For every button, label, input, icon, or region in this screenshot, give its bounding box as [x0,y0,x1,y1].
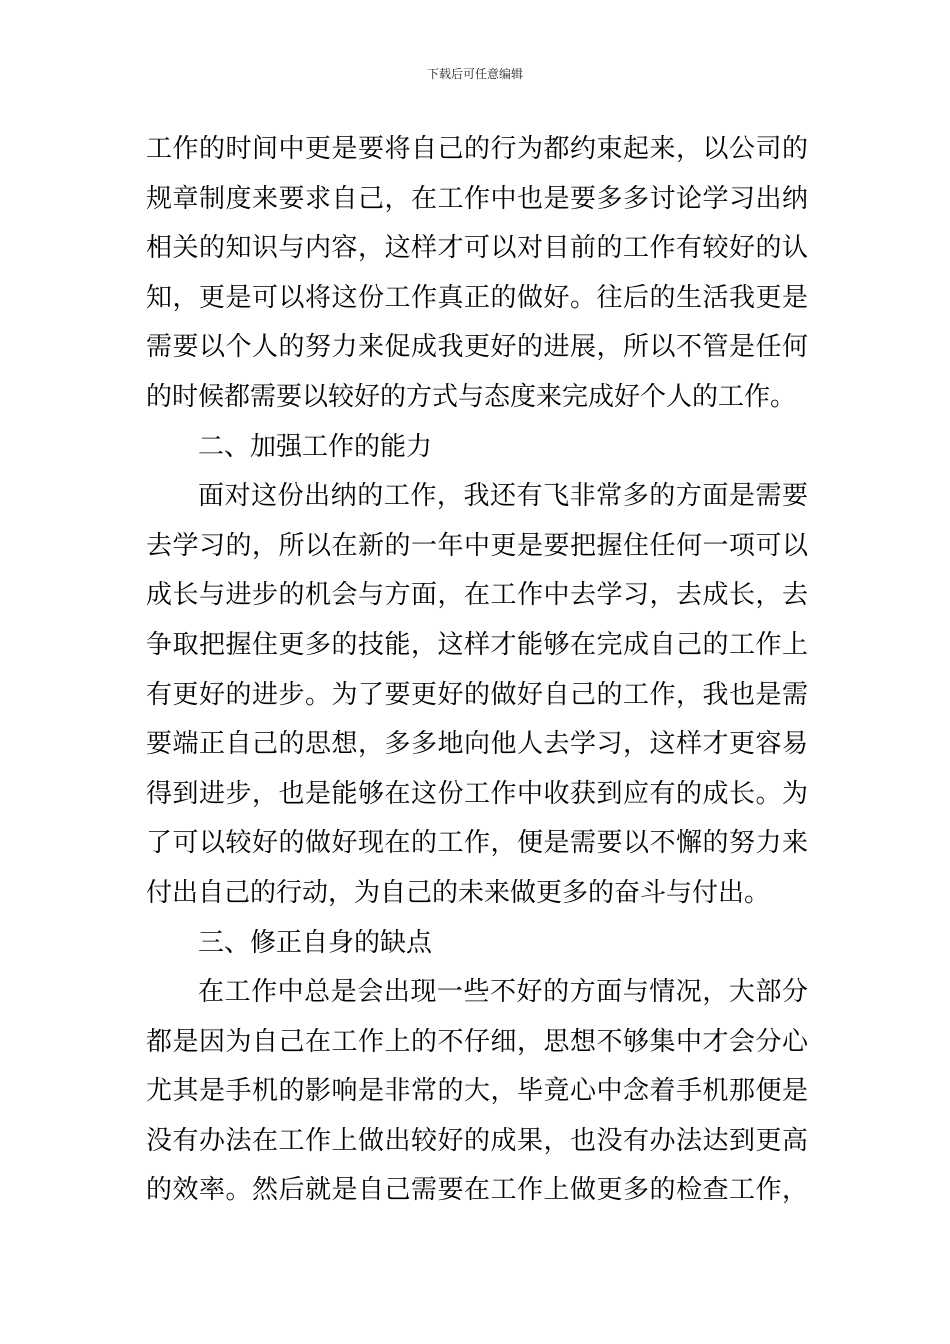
page-header: 下载后可任意编辑 [426,67,523,81]
section-heading: 二、加强工作的能力 [198,431,433,462]
paragraph-line: 的效率。然后就是自己需要在工作上做更多的检查工作， [146,1175,808,1206]
paragraph-line: 面对这份出纳的工作，我还有飞非常多的方面是需要 [198,481,808,512]
paragraph-line: 付出自己的行动，为自己的未来做更多的奋斗与付出。 [146,877,771,908]
paragraph-line: 有更好的进步。为了要更好的做好自己的工作，我也是需 [146,679,808,710]
paragraph-line: 工作的时间中更是要将自己的行为都约束起来，以公司的 [146,134,808,164]
paragraph-line: 没有办法在工作上做出较好的成果，也没有办法达到更高 [146,1125,808,1156]
paragraph-line: 争取把握住更多的技能，这样才能够在完成自己的工作上 [146,629,808,660]
paragraph-line: 知，更是可以将这份工作真正的做好。往后的生活我更是 [146,282,808,313]
paragraph-line: 要端正自己的思想，多多地向他人去学习，这样才更容易 [146,729,808,760]
paragraph-line: 成长与进步的机会与方面，在工作中去学习，去成长，去 [146,580,808,611]
section-heading: 三、修正自身的缺点 [198,927,433,958]
paragraph-line: 的时候都需要以较好的方式与态度来完成好个人的工作。 [146,381,797,412]
paragraph-line: 尤其是手机的影响是非常的大，毕竟心中念着手机那便是 [146,1076,808,1107]
paragraph-line: 都是因为自己在工作上的不仔细，思想不够集中才会分心 [146,1026,808,1057]
paragraph-line: 相关的知识与内容，这样才可以对目前的工作有较好的认 [146,233,808,264]
document-body [146,125,808,1216]
paragraph-line: 在工作中总是会出现一些不好的方面与情况，大部分 [198,977,808,1008]
paragraph-line: 了可以较好的做好现在的工作，便是需要以不懈的努力来 [146,828,808,859]
paragraph-line: 得到进步，也是能够在这份工作中收获到应有的成长。为 [146,778,808,809]
paragraph-line: 需要以个人的努力来促成我更好的进展，所以不管是任何 [146,332,808,363]
paragraph-line: 规章制度来要求自己，在工作中也是要多多讨论学习出纳 [146,183,808,214]
paragraph-line: 去学习的，所以在新的一年中更是要把握住任何一项可以 [146,530,808,561]
